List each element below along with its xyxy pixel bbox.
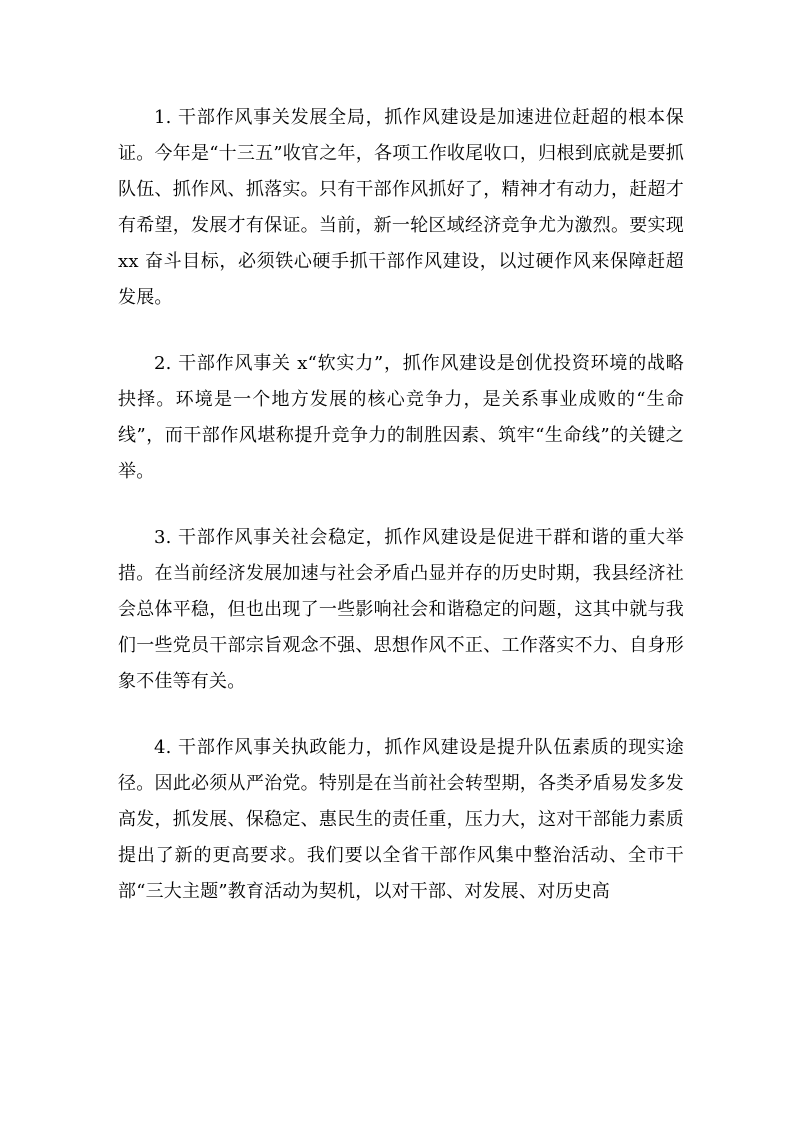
document-body [118,100,684,940]
paragraph-3: 3. 干部作风事关社会稳定，抓作风建设是促进干群和谐的重大举措。在当前经济发展加速与社会矛盾凸显并存的历史时期，我县经济社会总体平稳，但也出现了一些影响社会和谐稳定的问题，这其中就与我们一些党员干部宗旨观念不强、思想作风不正、工作落实不力、自身形象不佳等有关。 [118,527,684,692]
paragraph-1: 1. 干部作风事关发展全局，抓作风建设是加速进位赶超的根本保证。今年是“十三五”收官之年，各项工作收尾收口，归根到底就是要抓队伍、抓作风、抓落实。只有干部作风抓好了，精神才有动力，赶超才有希望，发展才有保证。当前，新一轮区域经济竞争尤为激烈。要实现 xx 奋斗目标，必须铁心硬手抓干部作风建设，以过硬作风来保障赶超发展。 [118,107,684,308]
paragraph-4: 4. 干部作风事关执政能力，抓作风建设是提升队伍素质的现实途径。因此必须从严治党。特别是在当前社会转型期，各类矛盾易发多发高发，抓发展、保稳定、惠民生的责任重，压力大，这对干部能力素质提出了新的更高要求。我们要以全省干部作风集中整治活动、全市干部“三大主题”教育活动为契机，以对干部、对发展、对历史高 [118,737,684,902]
paragraph-2: 2. 干部作风事关 x“软实力”，抓作风建设是创优投资环境的战略抉择。环境是一个地方发展的核心竞争力，是关系事业成败的“生命线”，而干部作风堪称提升竞争力的制胜因素、筑牢“生命线”的关键之举。 [118,353,684,482]
